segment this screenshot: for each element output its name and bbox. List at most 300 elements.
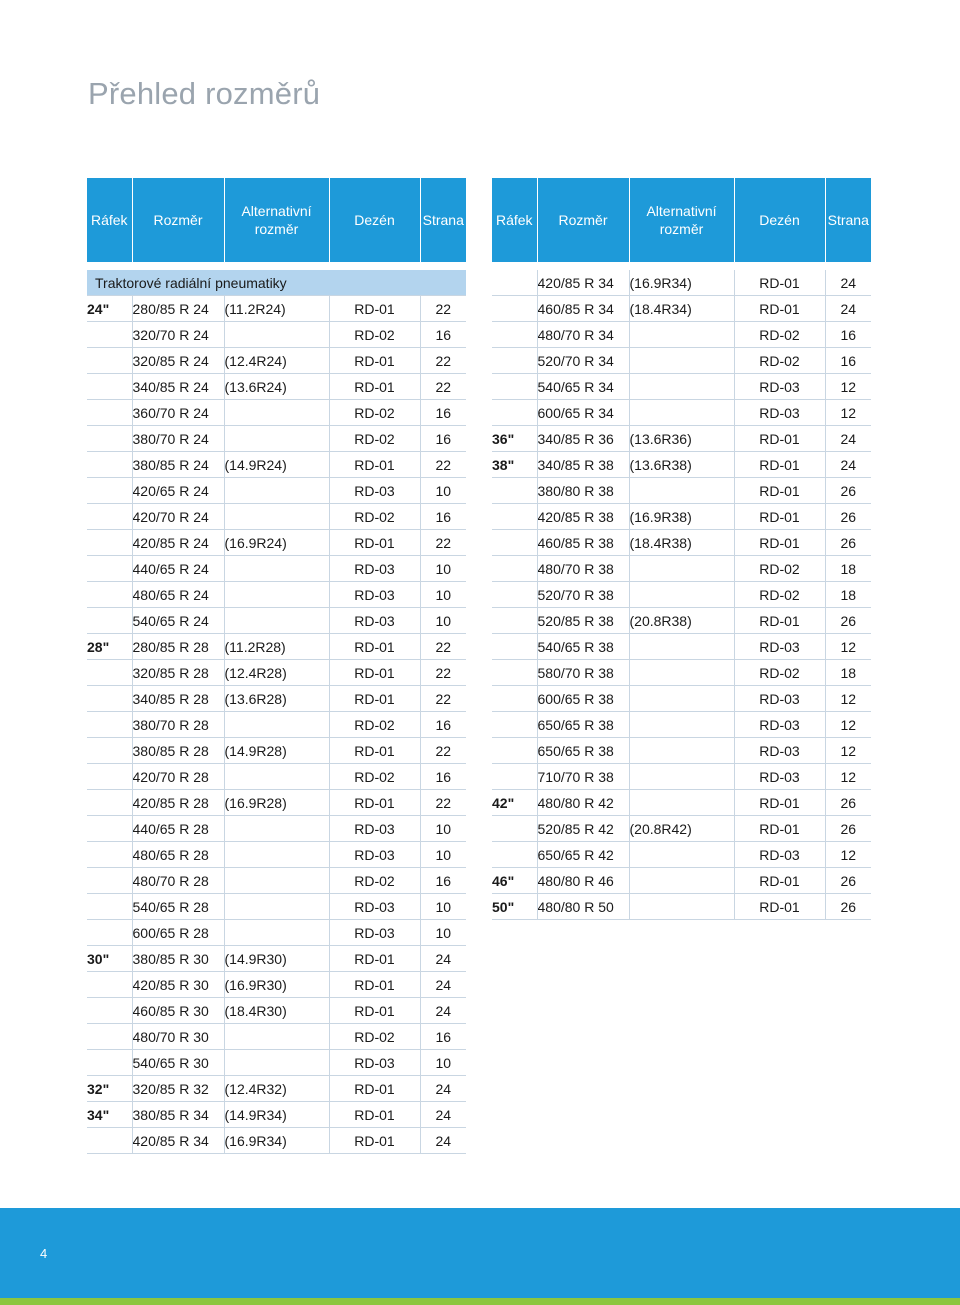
cell-page: 10 xyxy=(420,478,466,504)
cell-alt xyxy=(224,504,329,530)
cell-tread: RD-02 xyxy=(329,712,420,738)
cell-size: 480/80 R 42 xyxy=(537,790,629,816)
cell-rim: 28" xyxy=(87,634,132,660)
cell-size: 650/65 R 42 xyxy=(537,842,629,868)
cell-tread: RD-03 xyxy=(329,556,420,582)
cell-rim xyxy=(492,400,537,426)
table-row xyxy=(87,400,466,426)
cell-alt xyxy=(224,400,329,426)
cell-size: 380/70 R 28 xyxy=(132,712,224,738)
cell-alt xyxy=(629,374,734,400)
cell-page: 18 xyxy=(825,660,871,686)
cell-page: 22 xyxy=(420,530,466,556)
cell-tread: RD-01 xyxy=(734,816,825,842)
cell-rim xyxy=(87,686,132,712)
cell-alt xyxy=(224,1050,329,1076)
cell-rim: 36" xyxy=(492,426,537,452)
cell-alt: (18.4R30) xyxy=(224,998,329,1024)
cell-alt xyxy=(629,868,734,894)
table-row xyxy=(87,686,466,712)
cell-size: 420/85 R 34 xyxy=(132,1128,224,1154)
cell-rim xyxy=(492,478,537,504)
cell-tread: RD-03 xyxy=(734,842,825,868)
cell-tread: RD-03 xyxy=(734,374,825,400)
table-row xyxy=(492,764,871,790)
cell-size: 460/85 R 38 xyxy=(537,530,629,556)
cell-alt xyxy=(629,348,734,374)
cell-size: 420/85 R 38 xyxy=(537,504,629,530)
cell-alt xyxy=(224,478,329,504)
cell-page: 26 xyxy=(825,894,871,920)
cell-rim xyxy=(492,322,537,348)
table-row xyxy=(87,426,466,452)
cell-tread: RD-02 xyxy=(329,322,420,348)
cell-page: 24 xyxy=(420,946,466,972)
cell-page: 16 xyxy=(420,504,466,530)
cell-page: 22 xyxy=(420,686,466,712)
cell-alt: (16.9R24) xyxy=(224,530,329,556)
cell-page: 24 xyxy=(825,452,871,478)
cell-alt: (16.9R34) xyxy=(629,270,734,296)
cell-rim xyxy=(87,1024,132,1050)
cell-size: 380/85 R 30 xyxy=(132,946,224,972)
cell-size: 380/85 R 28 xyxy=(132,738,224,764)
cell-rim xyxy=(492,556,537,582)
cell-page: 10 xyxy=(420,1050,466,1076)
size-table-left xyxy=(87,178,466,1154)
table-row xyxy=(87,816,466,842)
cell-tread: RD-01 xyxy=(734,894,825,920)
cell-tread: RD-03 xyxy=(329,478,420,504)
cell-rim xyxy=(87,790,132,816)
cell-size: 540/65 R 24 xyxy=(132,608,224,634)
cell-rim xyxy=(87,894,132,920)
cell-page: 26 xyxy=(825,504,871,530)
cell-alt xyxy=(224,582,329,608)
cell-rim xyxy=(492,842,537,868)
header-tread: Dezén xyxy=(734,178,825,262)
cell-size: 380/85 R 34 xyxy=(132,1102,224,1128)
cell-page: 24 xyxy=(420,1076,466,1102)
cell-tread: RD-02 xyxy=(329,868,420,894)
cell-page: 26 xyxy=(825,868,871,894)
cell-size: 580/70 R 38 xyxy=(537,660,629,686)
cell-size: 540/65 R 28 xyxy=(132,894,224,920)
cell-tread: RD-02 xyxy=(329,400,420,426)
cell-tread: RD-03 xyxy=(329,816,420,842)
cell-tread: RD-02 xyxy=(734,556,825,582)
cell-page: 16 xyxy=(420,712,466,738)
right-table-body xyxy=(492,262,871,920)
cell-rim xyxy=(87,1050,132,1076)
cell-size: 340/85 R 36 xyxy=(537,426,629,452)
cell-page: 26 xyxy=(825,608,871,634)
table-row xyxy=(87,348,466,374)
cell-tread: RD-01 xyxy=(329,972,420,998)
cell-tread: RD-01 xyxy=(329,374,420,400)
cell-size: 320/85 R 32 xyxy=(132,1076,224,1102)
table-row xyxy=(492,842,871,868)
cell-alt xyxy=(629,790,734,816)
cell-tread: RD-02 xyxy=(734,660,825,686)
cell-size: 600/65 R 28 xyxy=(132,920,224,946)
cell-size: 520/70 R 38 xyxy=(537,582,629,608)
cell-alt xyxy=(629,738,734,764)
table-row xyxy=(87,452,466,478)
cell-tread: RD-02 xyxy=(734,322,825,348)
table-row xyxy=(492,868,871,894)
table-row xyxy=(87,1102,466,1128)
cell-rim xyxy=(87,660,132,686)
cell-tread: RD-01 xyxy=(329,1128,420,1154)
cell-alt: (14.9R34) xyxy=(224,1102,329,1128)
cell-rim xyxy=(87,842,132,868)
cell-rim xyxy=(87,426,132,452)
cell-alt: (13.6R38) xyxy=(629,452,734,478)
cell-size: 340/85 R 28 xyxy=(132,686,224,712)
table-row xyxy=(87,1128,466,1154)
cell-rim xyxy=(87,556,132,582)
cell-alt xyxy=(629,686,734,712)
cell-size: 420/70 R 28 xyxy=(132,764,224,790)
cell-size: 480/80 R 46 xyxy=(537,868,629,894)
cell-rim xyxy=(87,1128,132,1154)
cell-size: 420/85 R 30 xyxy=(132,972,224,998)
cell-rim xyxy=(87,998,132,1024)
header-rim: Ráfek xyxy=(87,178,132,262)
cell-rim xyxy=(492,686,537,712)
cell-size: 420/70 R 24 xyxy=(132,504,224,530)
cell-size: 360/70 R 24 xyxy=(132,400,224,426)
cell-page: 12 xyxy=(825,686,871,712)
table-row xyxy=(492,738,871,764)
cell-page: 26 xyxy=(825,816,871,842)
header-size: Rozměr xyxy=(537,178,629,262)
table-row xyxy=(87,1076,466,1102)
table-row xyxy=(87,920,466,946)
cell-rim xyxy=(87,582,132,608)
table-row xyxy=(87,868,466,894)
table-row xyxy=(492,478,871,504)
section-label: Traktorové radiální pneumatiky xyxy=(87,270,466,296)
header-page: Strana xyxy=(420,178,466,262)
cell-alt xyxy=(629,712,734,738)
cell-rim: 24" xyxy=(87,296,132,322)
table-row xyxy=(87,374,466,400)
cell-tread: RD-03 xyxy=(734,738,825,764)
header-alt: Alternativní rozměr xyxy=(224,178,329,262)
table-row xyxy=(492,504,871,530)
cell-page: 16 xyxy=(420,868,466,894)
cell-rim xyxy=(87,920,132,946)
cell-tread: RD-01 xyxy=(329,530,420,556)
cell-tread: RD-01 xyxy=(734,270,825,296)
cell-size: 480/65 R 24 xyxy=(132,582,224,608)
cell-alt: (14.9R28) xyxy=(224,738,329,764)
header-alt: Alternativní rozměr xyxy=(629,178,734,262)
cell-page: 18 xyxy=(825,556,871,582)
cell-page: 26 xyxy=(825,530,871,556)
table-row xyxy=(492,686,871,712)
cell-size: 420/85 R 34 xyxy=(537,270,629,296)
table-row xyxy=(492,374,871,400)
cell-size: 420/85 R 24 xyxy=(132,530,224,556)
cell-tread: RD-02 xyxy=(329,504,420,530)
cell-page: 24 xyxy=(420,972,466,998)
cell-page: 10 xyxy=(420,582,466,608)
cell-page: 10 xyxy=(420,608,466,634)
cell-tread: RD-03 xyxy=(329,1050,420,1076)
cell-page: 16 xyxy=(825,348,871,374)
cell-tread: RD-02 xyxy=(329,426,420,452)
table-row xyxy=(492,322,871,348)
cell-page: 26 xyxy=(825,790,871,816)
cell-page: 12 xyxy=(825,738,871,764)
cell-tread: RD-03 xyxy=(329,894,420,920)
cell-page: 12 xyxy=(825,400,871,426)
cell-page: 24 xyxy=(420,998,466,1024)
cell-tread: RD-01 xyxy=(329,296,420,322)
cell-rim xyxy=(492,270,537,296)
cell-page: 16 xyxy=(825,322,871,348)
cell-alt xyxy=(629,478,734,504)
cell-tread: RD-01 xyxy=(734,868,825,894)
cell-rim xyxy=(87,868,132,894)
cell-alt xyxy=(224,322,329,348)
cell-alt: (18.4R34) xyxy=(629,296,734,322)
cell-tread: RD-01 xyxy=(329,738,420,764)
table-header-row xyxy=(492,178,871,262)
cell-size: 480/70 R 30 xyxy=(132,1024,224,1050)
cell-size: 520/70 R 34 xyxy=(537,348,629,374)
page-title: Přehled rozměrů xyxy=(88,76,321,111)
cell-page: 16 xyxy=(420,764,466,790)
cell-rim: 50" xyxy=(492,894,537,920)
cell-size: 320/70 R 24 xyxy=(132,322,224,348)
table-row xyxy=(87,712,466,738)
cell-tread: RD-01 xyxy=(329,790,420,816)
cell-rim xyxy=(87,608,132,634)
cell-tread: RD-01 xyxy=(734,504,825,530)
table-row xyxy=(492,530,871,556)
cell-size: 480/70 R 28 xyxy=(132,868,224,894)
table-row xyxy=(87,946,466,972)
table-row xyxy=(87,764,466,790)
table-row xyxy=(492,608,871,634)
table-row xyxy=(492,400,871,426)
cell-rim xyxy=(492,348,537,374)
cell-size: 710/70 R 38 xyxy=(537,764,629,790)
cell-alt: (16.9R34) xyxy=(224,1128,329,1154)
cell-alt xyxy=(224,608,329,634)
cell-size: 340/85 R 38 xyxy=(537,452,629,478)
cell-page: 22 xyxy=(420,348,466,374)
table-row xyxy=(87,790,466,816)
cell-tread: RD-03 xyxy=(329,582,420,608)
cell-tread: RD-01 xyxy=(734,296,825,322)
table-row xyxy=(492,660,871,686)
cell-size: 600/65 R 38 xyxy=(537,686,629,712)
cell-rim xyxy=(87,972,132,998)
cell-alt: (14.9R30) xyxy=(224,946,329,972)
cell-page: 22 xyxy=(420,738,466,764)
cell-size: 340/85 R 24 xyxy=(132,374,224,400)
table-row xyxy=(87,608,466,634)
cell-size: 480/70 R 38 xyxy=(537,556,629,582)
table-row xyxy=(87,738,466,764)
cell-rim xyxy=(87,764,132,790)
cell-alt: (13.6R28) xyxy=(224,686,329,712)
cell-rim xyxy=(87,374,132,400)
table-row xyxy=(492,816,871,842)
cell-page: 12 xyxy=(825,842,871,868)
cell-alt xyxy=(224,1024,329,1050)
cell-rim xyxy=(87,452,132,478)
cell-rim: 42" xyxy=(492,790,537,816)
cell-rim xyxy=(87,530,132,556)
cell-size: 480/80 R 50 xyxy=(537,894,629,920)
cell-page: 10 xyxy=(420,894,466,920)
cell-alt: (12.4R24) xyxy=(224,348,329,374)
cell-rim: 38" xyxy=(492,452,537,478)
cell-rim xyxy=(492,660,537,686)
cell-tread: RD-03 xyxy=(734,764,825,790)
section-row xyxy=(87,270,466,296)
table-row xyxy=(492,712,871,738)
cell-tread: RD-03 xyxy=(734,712,825,738)
cell-size: 280/85 R 24 xyxy=(132,296,224,322)
cell-size: 320/85 R 28 xyxy=(132,660,224,686)
cell-rim xyxy=(492,712,537,738)
cell-rim: 46" xyxy=(492,868,537,894)
cell-size: 380/80 R 38 xyxy=(537,478,629,504)
cell-alt: (12.4R28) xyxy=(224,660,329,686)
table-row xyxy=(492,452,871,478)
table-row xyxy=(492,296,871,322)
cell-page: 22 xyxy=(420,296,466,322)
cell-rim xyxy=(87,348,132,374)
cell-page: 12 xyxy=(825,634,871,660)
cell-alt: (13.6R24) xyxy=(224,374,329,400)
cell-rim xyxy=(492,374,537,400)
cell-size: 540/65 R 34 xyxy=(537,374,629,400)
cell-rim: 32" xyxy=(87,1076,132,1102)
cell-page: 22 xyxy=(420,660,466,686)
cell-page: 26 xyxy=(825,478,871,504)
cell-tread: RD-01 xyxy=(329,348,420,374)
left-table-body xyxy=(87,262,466,1154)
size-table-right xyxy=(492,178,871,920)
header-size: Rozměr xyxy=(132,178,224,262)
table-row xyxy=(492,634,871,660)
table-row xyxy=(87,296,466,322)
cell-page: 10 xyxy=(420,816,466,842)
table-row xyxy=(87,478,466,504)
cell-page: 16 xyxy=(420,322,466,348)
cell-page: 12 xyxy=(825,374,871,400)
table-header-row xyxy=(87,178,466,262)
cell-size: 600/65 R 34 xyxy=(537,400,629,426)
cell-alt xyxy=(629,322,734,348)
cell-alt xyxy=(629,842,734,868)
table-row xyxy=(87,998,466,1024)
table-row xyxy=(492,582,871,608)
table-row xyxy=(492,348,871,374)
cell-page: 24 xyxy=(420,1128,466,1154)
table-row xyxy=(87,1024,466,1050)
cell-rim xyxy=(492,582,537,608)
table-row xyxy=(87,1050,466,1076)
header-tread: Dezén xyxy=(329,178,420,262)
cell-rim xyxy=(492,816,537,842)
cell-tread: RD-01 xyxy=(329,634,420,660)
cell-tread: RD-01 xyxy=(734,452,825,478)
cell-alt xyxy=(224,920,329,946)
cell-rim: 30" xyxy=(87,946,132,972)
cell-alt: (11.2R28) xyxy=(224,634,329,660)
cell-alt: (12.4R32) xyxy=(224,1076,329,1102)
cell-size: 520/85 R 38 xyxy=(537,608,629,634)
cell-page: 16 xyxy=(420,400,466,426)
table-row xyxy=(87,530,466,556)
cell-page: 24 xyxy=(420,1102,466,1128)
cell-alt: (14.9R24) xyxy=(224,452,329,478)
cell-alt xyxy=(629,894,734,920)
cell-tread: RD-01 xyxy=(329,452,420,478)
cell-alt xyxy=(224,816,329,842)
cell-rim xyxy=(87,738,132,764)
header-rim: Ráfek xyxy=(492,178,537,262)
table-row xyxy=(492,894,871,920)
cell-page: 10 xyxy=(420,556,466,582)
cell-alt: (16.9R38) xyxy=(629,504,734,530)
cell-alt xyxy=(629,764,734,790)
cell-rim xyxy=(492,504,537,530)
cell-size: 540/65 R 38 xyxy=(537,634,629,660)
cell-size: 650/65 R 38 xyxy=(537,712,629,738)
cell-alt: (16.9R30) xyxy=(224,972,329,998)
cell-tread: RD-03 xyxy=(329,842,420,868)
cell-tread: RD-01 xyxy=(734,478,825,504)
cell-rim xyxy=(492,530,537,556)
cell-rim xyxy=(87,400,132,426)
cell-tread: RD-01 xyxy=(329,1076,420,1102)
cell-alt xyxy=(224,712,329,738)
table-row xyxy=(87,582,466,608)
cell-rim xyxy=(492,608,537,634)
cell-tread: RD-02 xyxy=(329,1024,420,1050)
table-row xyxy=(87,504,466,530)
cell-size: 480/70 R 34 xyxy=(537,322,629,348)
cell-tread: RD-01 xyxy=(329,660,420,686)
cell-tread: RD-01 xyxy=(329,1102,420,1128)
cell-page: 10 xyxy=(420,842,466,868)
cell-rim xyxy=(87,504,132,530)
cell-alt xyxy=(629,556,734,582)
table-row xyxy=(492,556,871,582)
cell-page: 24 xyxy=(825,270,871,296)
cell-alt xyxy=(224,426,329,452)
cell-tread: RD-03 xyxy=(329,920,420,946)
cell-page: 16 xyxy=(420,426,466,452)
cell-tread: RD-01 xyxy=(734,426,825,452)
cell-tread: RD-02 xyxy=(734,348,825,374)
cell-alt: (11.2R24) xyxy=(224,296,329,322)
cell-tread: RD-03 xyxy=(734,686,825,712)
cell-size: 520/85 R 42 xyxy=(537,816,629,842)
cell-alt: (20.8R42) xyxy=(629,816,734,842)
page-number: 4 xyxy=(40,1246,48,1261)
